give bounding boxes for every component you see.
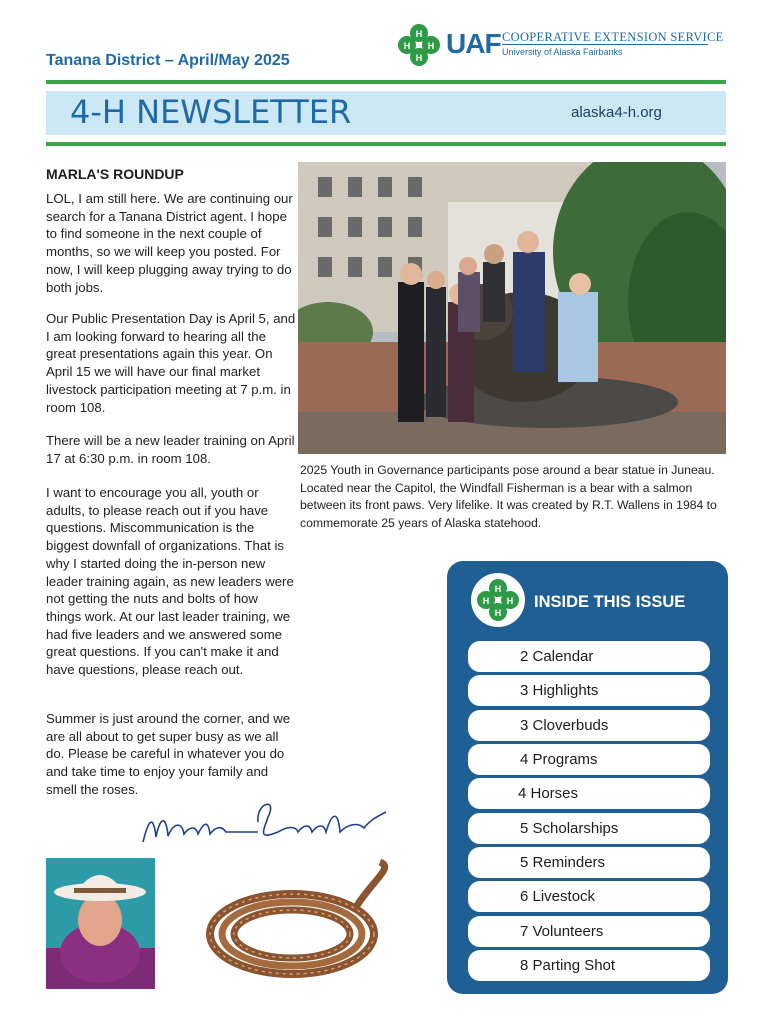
roundup-paragraph: Our Public Presentation Day is April 5, and I am looking forward to hearing all the great presentations again this year. On April 15 we will have our final market livestock participation meeting at 7 p.m. in room 108. <box>46 311 296 415</box>
ces-subtitle: University of Alaska Fairbanks <box>502 47 623 57</box>
group-photo <box>298 162 726 454</box>
lasso-rope-icon <box>204 858 400 984</box>
svg-text:H: H <box>415 29 423 39</box>
toc-item-scholarships[interactable]: 5 Scholarships <box>468 813 710 844</box>
roundup-paragraph: LOL, I am still here. We are continuing our search for a Tanana District agent. I hope to find someone in the next couple of months, so we will keep you posted. For now, I will keep plugging away trying to do both jobs. <box>46 191 293 295</box>
divider-bottom <box>46 142 726 146</box>
ces-rule <box>502 44 708 45</box>
newsletter-title: 4-H NEWSLETTER <box>70 93 352 131</box>
svg-text:H: H <box>506 596 514 606</box>
toc-item-calendar[interactable]: 2 Calendar <box>468 641 710 672</box>
svg-text:H: H <box>494 608 502 618</box>
4h-clover-icon <box>470 572 526 628</box>
ces-title: COOPERATIVE EXTENSION SERVICE <box>502 30 724 44</box>
4h-clover-logo <box>396 22 442 68</box>
marla-portrait <box>46 858 155 989</box>
toc-title: INSIDE THIS ISSUE <box>534 593 686 611</box>
toc-item-volunteers[interactable]: 7 Volunteers <box>468 916 710 947</box>
toc-item-livestock[interactable]: 6 Livestock <box>468 881 710 912</box>
roundup-heading: MARLA'S ROUNDUP <box>46 166 184 182</box>
roundup-paragraph: I want to encourage you all, youth or adults, to please reach out if you have questions. Miscommunication is the biggest downfall of organizations. That is why I started doing the in-person new leader training again, as new leaders were not getting the nuts and bolts of how things work. At our last leader training, we had five leaders and we answered some great questions. If you can't make it and have questions, please reach out. <box>46 485 294 678</box>
roundup-paragraph: Summer is just around the corner, and we are all about to get super busy as we all do. Please be careful in whatever you do and take time to enjoy your family and smell the roses. <box>46 711 291 797</box>
uaf-logo: UAF <box>446 28 501 59</box>
toc-item-programs[interactable]: 4 Programs <box>468 744 710 775</box>
photo-caption: 2025 Youth in Governance participants pose around a bear statue in Juneau. Located near the Capitol, the Windfall Fisherman is a bear with a salmon between its front paws. Very lifelike. It was created by R.T. Wallens in 1984 to commemorate 25 years of Alaska statehood. <box>300 463 717 530</box>
roundup-paragraph: There will be a new leader training on April 17 at 6:30 p.m. in room 108. <box>46 433 295 466</box>
toc-item-highlights[interactable]: 3 Highlights <box>468 675 710 706</box>
svg-text:H: H <box>427 41 435 51</box>
toc-item-horses[interactable]: 4 Horses <box>468 778 710 809</box>
svg-text:H: H <box>482 596 490 606</box>
toc-item-parting-shot[interactable]: 8 Parting Shot <box>468 950 710 981</box>
svg-text:H: H <box>494 584 502 594</box>
issue-date: Tanana District – April/May 2025 <box>46 52 290 69</box>
svg-text:H: H <box>415 53 423 63</box>
svg-text:H: H <box>403 41 411 51</box>
divider-top <box>46 80 726 84</box>
website-link[interactable]: alaska4-h.org <box>571 104 662 121</box>
signature-image <box>138 792 388 852</box>
toc-item-reminders[interactable]: 5 Reminders <box>468 847 710 878</box>
toc-item-cloverbuds[interactable]: 3 Cloverbuds <box>468 710 710 741</box>
